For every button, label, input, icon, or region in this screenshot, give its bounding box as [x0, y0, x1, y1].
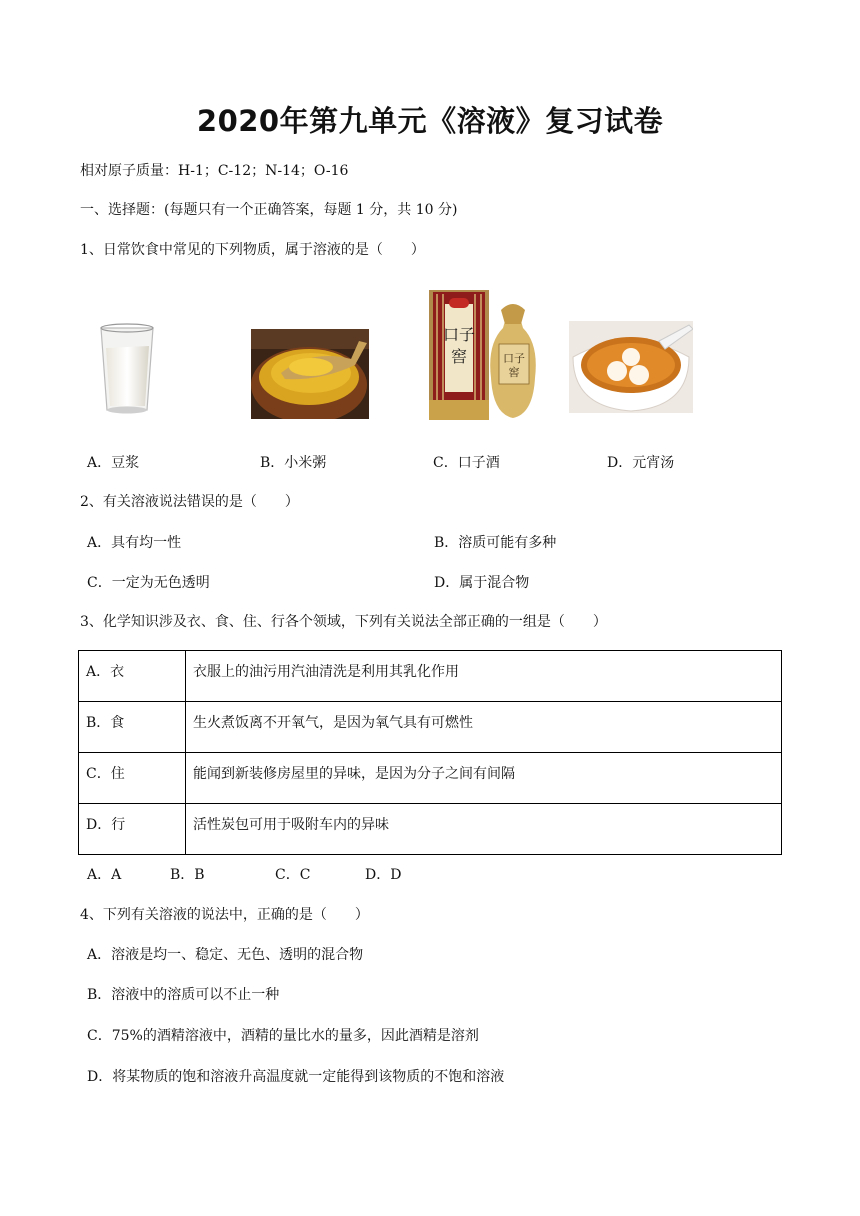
q4-option-b: B．溶液中的溶质可以不止一种 — [87, 987, 280, 1003]
q4-option-c: C．75%的酒精溶液中，酒精的量比水的量多，因此酒精是溶剂 — [87, 1028, 479, 1044]
question-3-stem: 3、化学知识涉及衣、食、住、行各个领域，下列有关说法全部正确的一组是（ ） — [80, 614, 607, 630]
q1-option-c: C．口子酒 — [433, 455, 500, 471]
table-cell-value: 能闻到新装修房屋里的异味，是因为分子之间有间隔 — [186, 753, 782, 804]
svg-text:口子: 口子 — [503, 352, 525, 365]
svg-text:窖: 窖 — [508, 366, 520, 379]
question-1-stem: 1、日常饮食中常见的下列物质，属于溶液的是（ ） — [80, 242, 425, 258]
table-cell-key: A．衣 — [79, 651, 186, 702]
soy-milk-image — [93, 320, 165, 416]
question-4-stem: 4、下列有关溶液的说法中，正确的是（ ） — [80, 907, 369, 923]
millet-porridge-image — [251, 329, 369, 419]
q1-option-b: B．小米粥 — [260, 455, 327, 471]
table-cell-value: 活性炭包可用于吸附车内的异味 — [186, 804, 782, 855]
atomic-mass-note: 相对原子质量：H-1；C-12；N-14；O-16 — [80, 163, 349, 179]
section-heading: 一、选择题：(每题只有一个正确答案，每题 1 分，共 10 分) — [80, 202, 458, 218]
q2-option-b: B．溶质可能有多种 — [434, 535, 557, 551]
page-title: 2020年第九单元《溶液》复习试卷 — [196, 104, 664, 138]
question-2-stem: 2、有关溶液说法错误的是（ ） — [80, 494, 299, 510]
q2-option-a: A．具有均一性 — [87, 535, 182, 551]
table-cell-key: D．行 — [79, 804, 186, 855]
question-3-table — [78, 650, 782, 855]
table-cell-value: 生火煮饭离不开氧气，是因为氧气具有可燃性 — [186, 702, 782, 753]
q2-option-c: C．一定为无色透明 — [87, 575, 210, 591]
table-cell-key: C．住 — [79, 753, 186, 804]
svg-text:窖: 窖 — [450, 347, 468, 366]
table-row — [79, 702, 782, 753]
q3-option-d: D．D — [365, 867, 402, 883]
table-row — [79, 753, 782, 804]
box-label: 口子 — [442, 325, 476, 344]
q4-option-a: A．溶液是均一、稳定、无色、透明的混合物 — [87, 947, 364, 963]
yuanxiao-soup-image — [569, 321, 693, 413]
table-row — [79, 651, 782, 702]
table-cell-key: B．食 — [79, 702, 186, 753]
kouzi-liquor-image — [427, 288, 540, 422]
q3-option-c: C．C — [275, 867, 311, 883]
q3-option-b: B．B — [170, 867, 205, 883]
q2-option-d: D．属于混合物 — [434, 575, 530, 591]
q1-option-d: D．元宵汤 — [607, 455, 675, 471]
q1-option-a: A．豆浆 — [87, 455, 140, 471]
table-row — [79, 804, 782, 855]
q4-option-d: D．将某物质的饱和溶液升高温度就一定能得到该物质的不饱和溶液 — [87, 1069, 505, 1085]
table-cell-value: 衣服上的油污用汽油清洗是利用其乳化作用 — [186, 651, 782, 702]
q3-option-a: A．A — [87, 867, 122, 883]
